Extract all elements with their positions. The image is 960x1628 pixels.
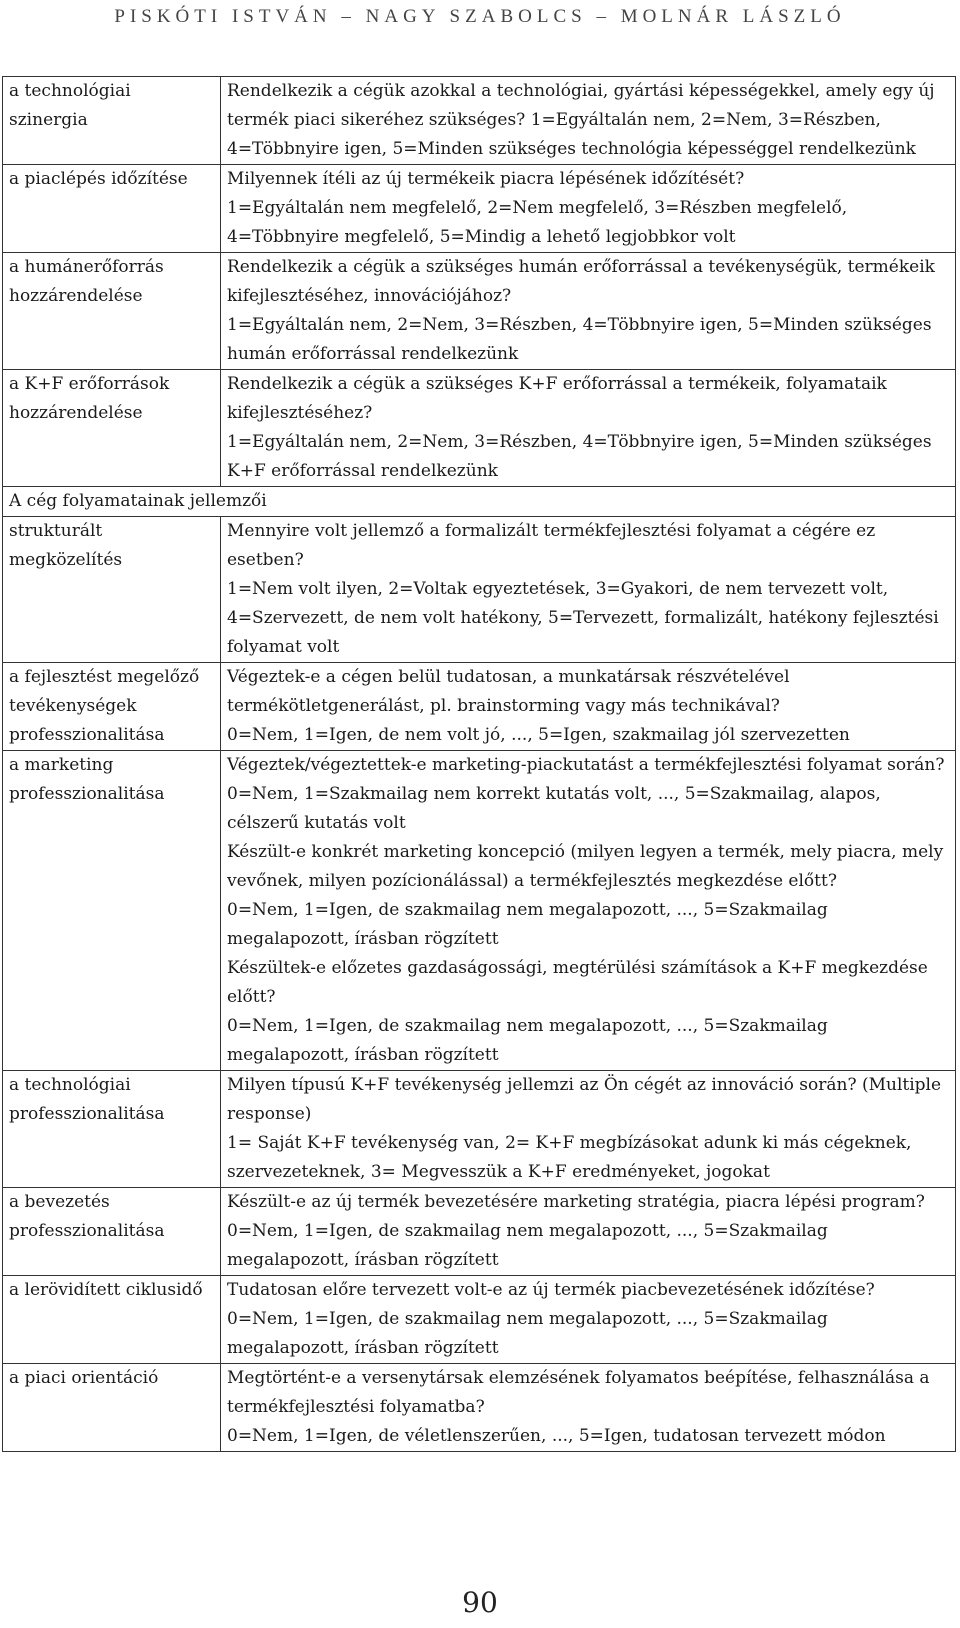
- question-text: 0=Nem, 1=Igen, de véletlenszerűen, ..., 5=Igen, tudatosan tervezett módon: [227, 1426, 886, 1446]
- question-cell: [221, 517, 956, 663]
- criterion-label: a technológiai szinergia: [3, 77, 221, 165]
- question-cell: [221, 165, 956, 253]
- question-text: Készült-e konkrét marketing koncepció (milyen legyen a termék, mely piacra, mely vevőnek, milyen pozícionálással) a termékfejlesztés megkezdése előtt?: [227, 842, 944, 891]
- question-text: Végeztek-e a cégen belül tudatosan, a munkatársak részvételével termékötletgenerálást, pl. brainstorming vagy más technikával?: [227, 667, 790, 716]
- question-text: Rendelkezik a cégük a szükséges K+F erőforrással a termékeik, folyamataik kifejlesztéséhez?: [227, 374, 887, 423]
- table-row: [3, 165, 956, 253]
- question-cell: [221, 751, 956, 1071]
- criterion-label: a piaclépés időzítése: [3, 165, 221, 253]
- page-number: 90: [462, 1586, 498, 1619]
- question-text: Milyennek ítéli az új termékeik piacra lépésének időzítését?: [227, 169, 745, 189]
- criterion-label: strukturált megközelítés: [3, 517, 221, 663]
- question-text: Tudatosan előre tervezett volt-e az új termék piacbevezetésének időzítése?: [227, 1280, 875, 1300]
- section-row: [3, 487, 956, 517]
- running-header: PISKÓTI ISTVÁN – NAGY SZABOLCS – MOLNÁR LÁSZLÓ: [114, 6, 846, 27]
- question-text: Megtörtént-e a versenytársak elemzésének folyamatos beépítése, felhasználása a termékfejlesztési folyamatba?: [227, 1368, 930, 1417]
- criterion-label: a humánerőforrás hozzárendelése: [3, 253, 221, 370]
- criterion-label: a fejlesztést megelőző tevékenységek professzionalitása: [3, 663, 221, 751]
- question-text: Mennyire volt jellemző a formalizált termékfejlesztési folyamat a cégére ez esetben?: [227, 521, 876, 570]
- question-text: Készültek-e előzetes gazdaságossági, megtérülési számítások a K+F megkezdése előtt?: [227, 958, 928, 1007]
- question-text: 0=Nem, 1=Igen, de szakmailag nem megalapozott, ..., 5=Szakmailag megalapozott, írásban rögzített: [227, 1221, 828, 1270]
- table-row: [3, 370, 956, 487]
- question-cell: [221, 1364, 956, 1452]
- question-cell: [221, 1276, 956, 1364]
- question-cell: [221, 370, 956, 487]
- table-row: [3, 1276, 956, 1364]
- question-text: 1=Egyáltalán nem megfelelő, 2=Nem megfelelő, 3=Részben megfelelő, 4=Többnyire megfelelő, 5=Mindig a lehető legjobbkor volt: [227, 198, 848, 247]
- question-cell: [221, 1188, 956, 1276]
- question-text: Készült-e az új termék bevezetésére marketing stratégia, piacra lépési program?: [227, 1192, 925, 1212]
- table-row: [3, 1364, 956, 1452]
- table-row: [3, 751, 956, 1071]
- criterion-label: a lerövidített ciklusidő: [3, 1276, 221, 1364]
- question-text: 0=Nem, 1=Igen, de szakmailag nem megalapozott, ..., 5=Szakmailag megalapozott, írásban rögzített: [227, 1309, 828, 1358]
- question-text: 0=Nem, 1=Szakmailag nem korrekt kutatás volt, ..., 5=Szakmailag, alapos, célszerű kutatás volt: [227, 784, 881, 833]
- table-row: [3, 253, 956, 370]
- question-cell: [221, 77, 956, 165]
- criterion-label: a piaci orientáció: [3, 1364, 221, 1452]
- criteria-table: [2, 76, 956, 1452]
- table-row: [3, 517, 956, 663]
- question-text: 0=Nem, 1=Igen, de szakmailag nem megalapozott, ..., 5=Szakmailag megalapozott, írásban rögzített: [227, 900, 828, 949]
- table-row: [3, 1188, 956, 1276]
- question-text: 1= Saját K+F tevékenység van, 2= K+F megbízásokat adunk ki más cégeknek, szervezeteknek, 3= Megvesszük a K+F eredményeket, jogokat: [227, 1133, 912, 1182]
- table-row: [3, 663, 956, 751]
- table-row: [3, 77, 956, 165]
- question-text: 1=Egyáltalán nem, 2=Nem, 3=Részben, 4=Többnyire igen, 5=Minden szükséges K+F erőforrással rendelkezünk: [227, 432, 932, 481]
- question-text: Végeztek/végeztettek-e marketing-piackutatást a termékfejlesztési folyamat során?: [227, 755, 945, 775]
- criterion-label: a technológiai professzionalitása: [3, 1071, 221, 1188]
- question-cell: [221, 1071, 956, 1188]
- question-text: 1=Nem volt ilyen, 2=Voltak egyeztetések, 3=Gyakori, de nem tervezett volt, 4=Szervezett, de nem volt hatékony, 5=Tervezett, formalizált, hatékony fejlesztési folyamat volt: [227, 579, 939, 657]
- criterion-label: a marketing professzionalitása: [3, 751, 221, 1071]
- section-title: A cég folyamatainak jellemzői: [3, 487, 956, 517]
- question-text: Rendelkezik a cégük azokkal a technológiai, gyártási képességekkel, amely egy új termék piaci sikeréhez szükséges? 1=Egyáltalán nem, 2=Nem, 3=Részben, 4=Többnyire igen, 5=Minden szükséges technológia képességgel rendelkezünk: [227, 81, 935, 159]
- question-cell: [221, 663, 956, 751]
- criterion-label: a bevezetés professzionalitása: [3, 1188, 221, 1276]
- criterion-label: a K+F erőforrások hozzárendelése: [3, 370, 221, 487]
- question-text: Milyen típusú K+F tevékenység jellemzi az Ön cégét az innováció során? (Multiple response): [227, 1075, 942, 1124]
- question-cell: [221, 253, 956, 370]
- question-text: 0=Nem, 1=Igen, de nem volt jó, ..., 5=Igen, szakmailag jól szervezetten: [227, 725, 850, 745]
- question-text: 1=Egyáltalán nem, 2=Nem, 3=Részben, 4=Többnyire igen, 5=Minden szükséges humán erőforrással rendelkezünk: [227, 315, 932, 364]
- question-text: 0=Nem, 1=Igen, de szakmailag nem megalapozott, ..., 5=Szakmailag megalapozott, írásban rögzített: [227, 1016, 828, 1065]
- table-row: [3, 1071, 956, 1188]
- question-text: Rendelkezik a cégük a szükséges humán erőforrással a tevékenységük, termékeik kifejlesztéséhez, innovációjához?: [227, 257, 935, 306]
